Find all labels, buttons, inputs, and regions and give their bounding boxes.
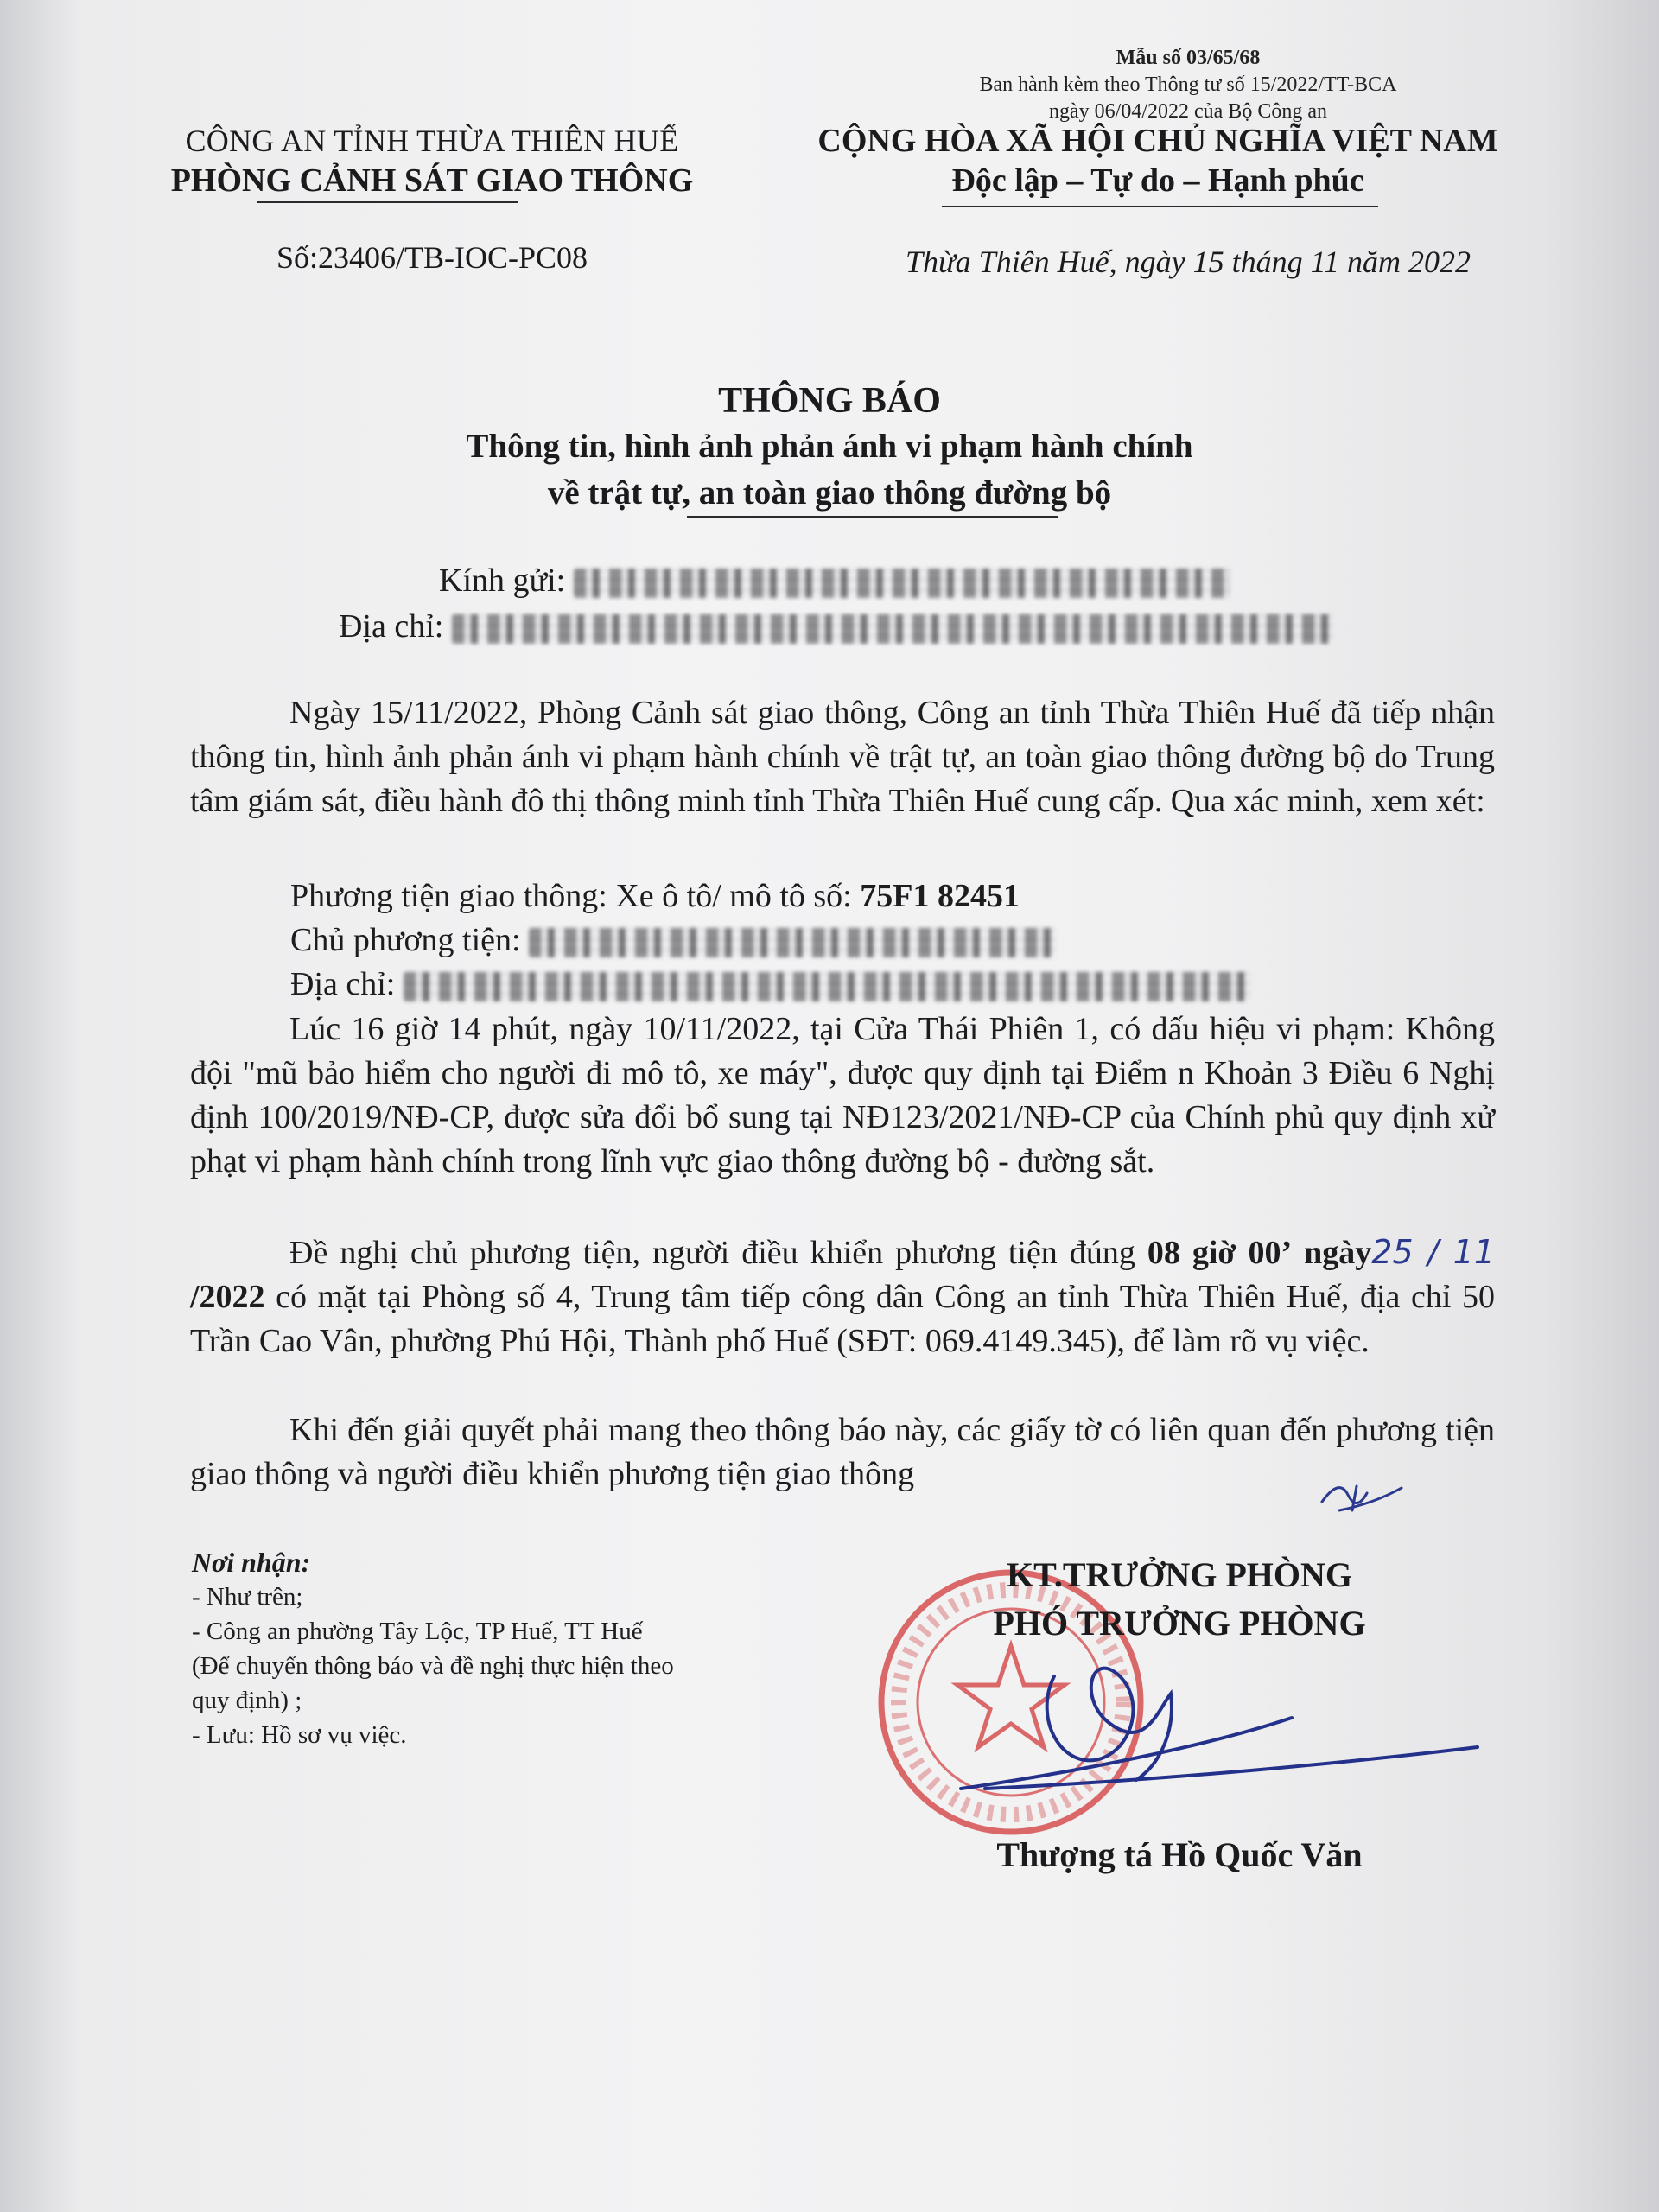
department-name: PHÒNG CẢNH SÁT GIAO THÔNG — [170, 162, 694, 199]
signatory-title-1: KT.TRƯỞNG PHÒNG — [1007, 1555, 1352, 1594]
recipient-item: - Lưu: Hồ sơ vụ việc. — [192, 1721, 407, 1749]
signatory-title-2: PHÓ TRƯỞNG PHÒNG — [993, 1604, 1366, 1643]
handwritten-month: 11 — [1452, 1233, 1496, 1271]
title-line-1: Thông tin, hình ảnh phản ánh vi phạm hành chính — [466, 428, 1193, 465]
nation-header — [734, 121, 1581, 200]
handwritten-signature — [950, 1642, 1503, 1815]
form-issued-date: ngày 06/04/2022 của Bộ Công an — [1049, 100, 1327, 123]
signatory-name: Thượng tá Hồ Quốc Văn — [996, 1835, 1363, 1874]
national-motto: Độc lập – Tự do – Hạnh phúc — [951, 162, 1364, 199]
motto-underline — [942, 206, 1378, 207]
owner-address-line — [290, 963, 1250, 1007]
to-label: Kính gửi: — [439, 563, 566, 599]
request-time: 08 giờ 00’ — [1147, 1235, 1293, 1271]
recipient-item: (Để chuyển thông báo và đề nghị thực hiện theo — [192, 1652, 674, 1680]
signature-block — [899, 1551, 1460, 1648]
recipient-item: - Công an phường Tây Lộc, TP Huế, TT Huế — [192, 1618, 643, 1645]
recipient-item: quy định) ; — [192, 1687, 302, 1714]
intro-paragraph: Ngày 15/11/2022, Phòng Cảnh sát giao thông, Công an tỉnh Thừa Thiên Huế đã tiếp nhận thông tin, hình ảnh phản ánh vi phạm hành chính về trật tự, an toàn giao thông đường bộ do Trung tâm giám sát, điều hành đô thị thông minh tỉnh Thừa Thiên Huế cung cấp. Qua xác minh, xem xét: — [190, 695, 1495, 819]
closing-paragraph: Khi đến giải quyết phải mang theo thông báo này, các giấy tờ có liên quan đến phương tiện giao thông và người điều khiển phương tiện giao thông — [190, 1412, 1495, 1492]
recipients-label: Nơi nhận: — [192, 1547, 311, 1578]
violation-paragraph: Lúc 16 giờ 14 phút, ngày 10/11/2022, tại Cửa Thái Phiên 1, có dấu hiệu vi phạm: Không đội "mũ bảo hiểm cho người đi mô tô, xe máy", được quy định tại Điểm n Khoản 3 Điều 6 Nghị định 100/2019/NĐ-CP, được sửa đổi bổ sung tại NĐ123/2021/NĐ-CP của Chính phủ quy định xử phạt vi phạm hành chính trong lĩnh vực giao thông đường bộ - đường sắt. — [190, 1011, 1495, 1179]
request-start: Đề nghị chủ phương tiện, người điều khiển phương tiện đúng — [289, 1235, 1147, 1271]
vehicle-line — [290, 874, 1020, 918]
issuer-underline — [257, 201, 518, 203]
form-issued-with: Ban hành kèm theo Thông tư số 15/2022/TT-BCA — [979, 73, 1397, 96]
addressee-to — [439, 559, 1230, 603]
document-title — [0, 378, 1659, 517]
owner-label: Chủ phương tiện: — [290, 922, 521, 958]
redacted-owner-name — [529, 928, 1056, 957]
redacted-owner-address — [404, 972, 1250, 1001]
title-main: THÔNG BÁO — [718, 381, 941, 421]
address-label: Địa chỉ: — [339, 608, 444, 645]
vehicle-plate: 75F1 82451 — [860, 878, 1020, 914]
request-rest: có mặt tại Phòng số 4, Trung tâm tiếp công dân Công an tỉnh Thừa Thiên Huế, địa chỉ 50 Trần Cao Vân, phường Phú Hội, Thành phố Huế (SĐT: 069.4149.345), để làm rõ vụ việc. — [190, 1279, 1495, 1359]
recipients-block — [192, 1545, 814, 1752]
redacted-recipient-name — [574, 569, 1230, 598]
form-number: Mẫu số 03/65/68 — [1116, 47, 1261, 69]
request-year: /2022 — [190, 1279, 265, 1315]
place-date: Thừa Thiên Huế, ngày 15 tháng 11 năm 2022 — [906, 245, 1471, 279]
title-line-2: về trật tự, an toàn giao thông đường bộ — [547, 474, 1112, 512]
owner-line — [290, 918, 1056, 963]
agency-name: CÔNG AN TỈNH THỪA THIÊN HUẾ — [185, 124, 679, 158]
vehicle-label: Phương tiện giao thông: Xe ô tô/ mô tô số: — [290, 878, 861, 914]
issuer-header — [130, 121, 734, 200]
recipient-item: - Như trên; — [192, 1583, 303, 1611]
request-paragraph — [190, 1230, 1495, 1363]
redacted-recipient-address — [452, 614, 1333, 644]
handwritten-separator: / — [1413, 1233, 1453, 1271]
owner-address-label: Địa chỉ: — [290, 966, 396, 1002]
request-day-label: ngày — [1304, 1235, 1372, 1271]
form-reference — [868, 45, 1508, 125]
handwritten-day: 25 — [1371, 1233, 1414, 1271]
doc-number: Số:23406/TB-IOC-PC08 — [276, 240, 588, 275]
handwritten-initial — [1313, 1460, 1408, 1521]
nation-name: CỘNG HÒA XÃ HỘI CHỦ NGHĨA VIỆT NAM — [817, 123, 1498, 159]
addressee-address — [339, 605, 1333, 649]
title-underline — [687, 516, 1058, 518]
